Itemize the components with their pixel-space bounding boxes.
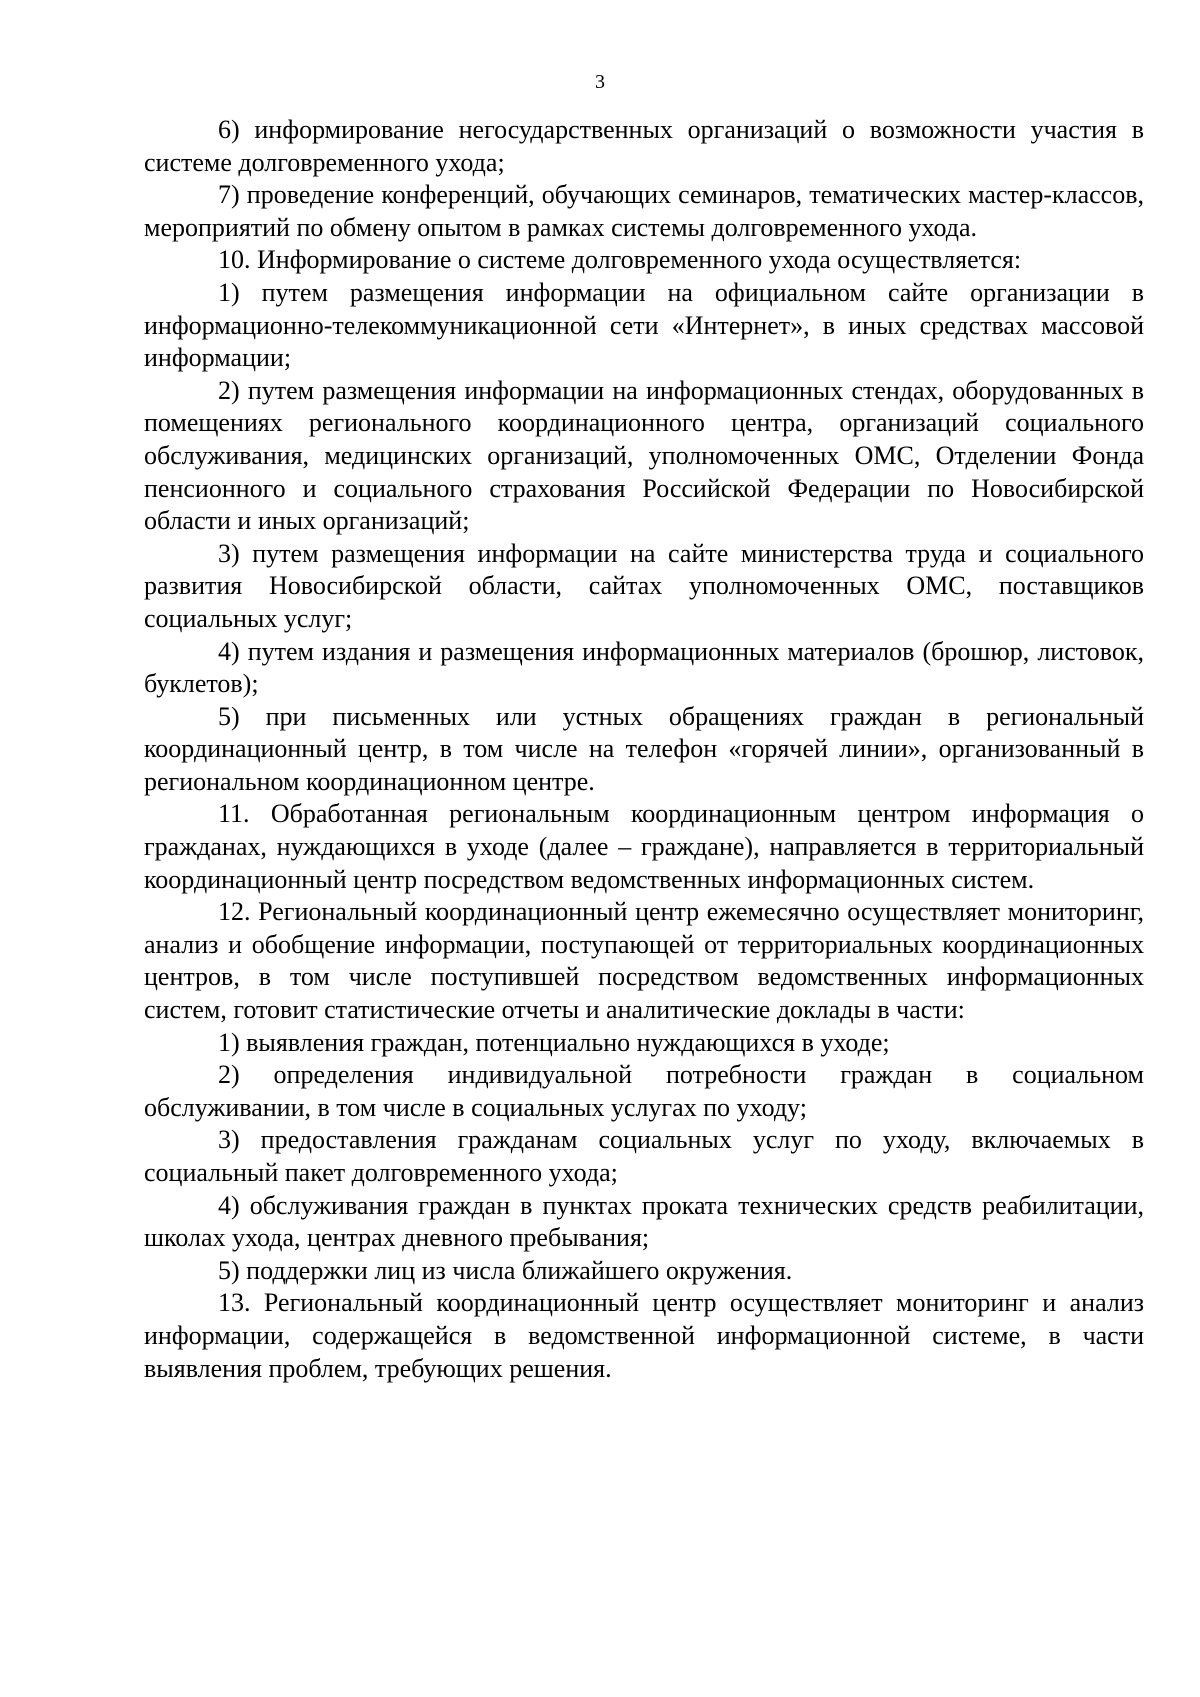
paragraph-10-item-4: 4) путем издания и размещения информационных материалов (брошюр, листовок, буклетов); bbox=[144, 636, 1144, 699]
page-number: 3 bbox=[595, 71, 605, 93]
paragraph-12-item-1: 1) выявления граждан, потенциально нуждающихся в уходе; bbox=[218, 1027, 890, 1057]
paragraph-section-11: 11. Обработанная региональным координационным центром информация о гражданах, нуждающихся в уходе (далее – граждане), направляется в территориальный координационный центр посредством ведомственных информационных систем. bbox=[144, 799, 1144, 894]
paragraph-item-7: 7) проведение конференций, обучающих семинаров, тематических мастер-классов, мероприятий по обмену опытом в рамках системы долговременного ухода. bbox=[144, 180, 1144, 242]
paragraph-section-10: 10. Информирование о системе долговременного ухода осуществляется: bbox=[218, 245, 1022, 275]
paragraph-item-6: 6) информирование негосударственных организаций о возможности участия в системе долговременного ухода; bbox=[144, 115, 1144, 177]
paragraph-section-13: 13. Региональный координационный центр осуществляет мониторинг и анализ информации, содержащейся в ведомственной информационной системе, в части выявления проблем, требующих решения. bbox=[144, 1288, 1144, 1383]
paragraph-12-item-2: 2) определения индивидуальной потребности граждан в социальном обслуживании, в том числе в социальных услугах по уходу; bbox=[144, 1060, 1144, 1122]
paragraph-section-12: 12. Региональный координационный центр ежемесячно осуществляет мониторинг, анализ и обобщение информации, поступающей от территориальных координационных центров, в том числе поступившей посредством ведомственных информационных систем, готовит статистические отчеты и аналитические доклады в части: bbox=[144, 897, 1144, 1025]
document-body bbox=[144, 114, 1144, 1385]
paragraph-12-item-5: 5) поддержки лиц из числа ближайшего окружения. bbox=[218, 1255, 793, 1285]
paragraph-12-item-3: 3) предоставления гражданам социальных услуг по уходу, включаемых в социальный пакет долговременного ухода; bbox=[144, 1125, 1144, 1187]
paragraph-12-item-4: 4) обслуживания граждан в пунктах проката технических средств реабилитации, школах ухода, центрах дневного пребывания; bbox=[144, 1190, 1144, 1253]
paragraph-10-item-5: 5) при письменных или устных обращениях граждан в региональный координационный центр, в том числе на телефон «горячей линии», организованный в региональном координационном центре. bbox=[144, 701, 1144, 796]
paragraph-10-item-1: 1) путем размещения информации на официальном сайте организации в информационно-телекоммуникационной сети «Интернет», в иных средствах массовой информации; bbox=[144, 277, 1144, 373]
paragraph-10-item-3: 3) путем размещения информации на сайте министерства труда и социального развития Новосибирской области, сайтах уполномоченных ОМС, поставщиков социальных услуг; bbox=[144, 538, 1144, 633]
paragraph-10-item-2: 2) путем размещения информации на информационных стендах, оборудованных в помещениях регионального координационного центра, организаций социального обслуживания, медицинских организаций, уполномоченных ОМС, Отделении Фонда пенсионного и социального страхования Российской Федерации по Новосибирской области и иных организаций; bbox=[144, 375, 1144, 536]
